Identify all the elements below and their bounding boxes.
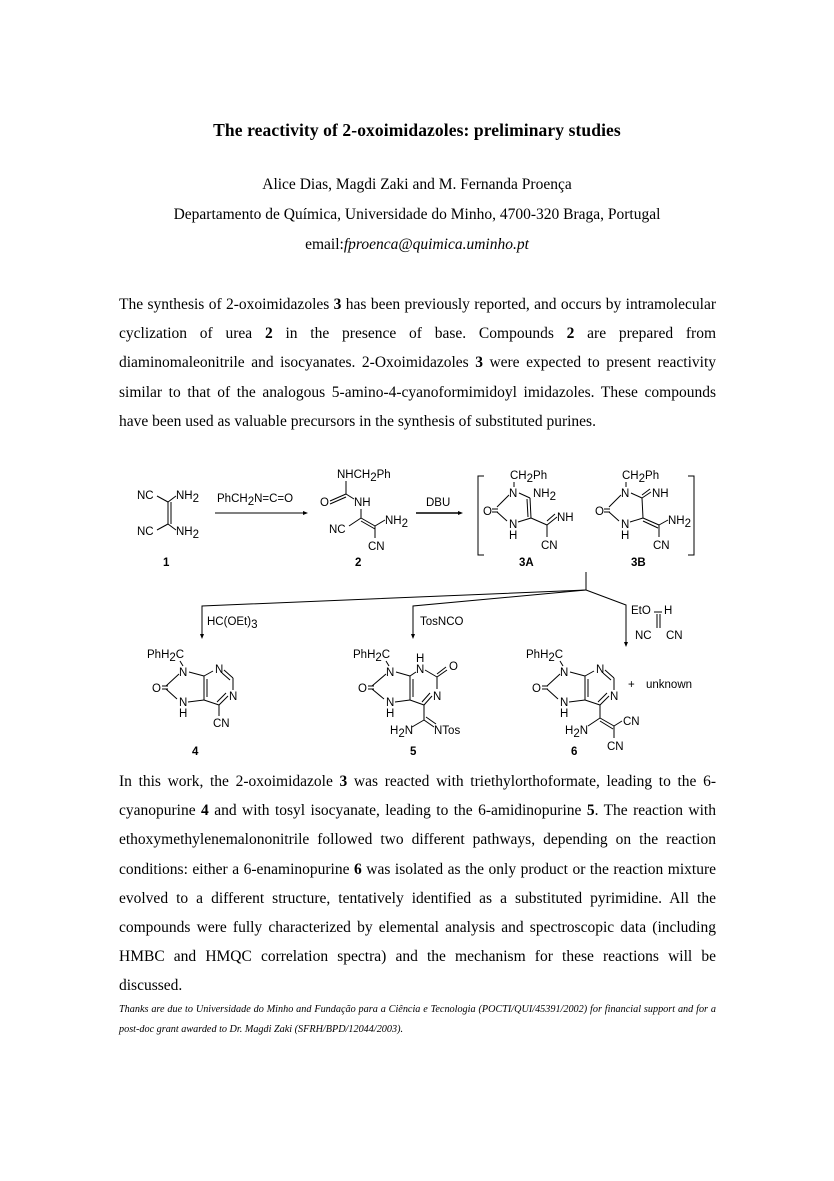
svg-text:CH2Ph: CH2Ph [510, 470, 548, 485]
acknowledgement: Thanks are due to Universidade do Minho and Fundação para a Ciência e Tecnologia (POCTI/QUI/45391/2002) for financial support and for a post-doc grant awarded to Dr. Magdi Zaki (SFRH/BPD/12044/2003). [119, 1004, 716, 1035]
svg-text:EtO: EtO [631, 605, 651, 617]
compound-label-5: 5 [410, 746, 417, 758]
svg-text:CN: CN [623, 716, 640, 728]
email-line [0, 236, 834, 254]
text-run: In this work, the 2-oxoimidazole [119, 773, 340, 790]
unknown-product: unknown [646, 679, 693, 691]
svg-text:NHCH2Ph: NHCH2Ph [337, 469, 391, 484]
compound-ref: 4 [201, 802, 209, 820]
svg-text:CN: CN [607, 741, 624, 753]
svg-text:O: O [595, 506, 604, 518]
authors: Alice Dias, Magdi Zaki and M. Fernanda Proença [262, 176, 572, 193]
svg-text:NH: NH [557, 512, 574, 524]
svg-text:NH2: NH2 [176, 490, 200, 505]
svg-text:H: H [560, 708, 569, 720]
svg-text:TosNCO: TosNCO [420, 616, 464, 628]
svg-text:N: N [621, 519, 630, 531]
reaction-scheme [0, 460, 834, 770]
compound-1-structure [137, 490, 199, 569]
plus-sign: + [628, 679, 635, 691]
svg-text:N: N [596, 664, 605, 676]
svg-text:NTos: NTos [434, 725, 461, 737]
svg-text:CN: CN [368, 541, 385, 553]
svg-text:O: O [152, 683, 161, 695]
svg-text:HC(OEt)3: HC(OEt)3 [207, 616, 258, 631]
svg-text:O: O [358, 683, 367, 695]
compound-3A-structure [483, 470, 574, 569]
email-address[interactable]: fproenca@quimica.uminho.pt [343, 236, 529, 253]
text-run: . The reaction with ethoxymethylenemalononitrile followed two different pathways, depending on the reaction conditions: either a 6-enaminopurine [119, 802, 716, 878]
compound-ref: 2 [566, 325, 575, 343]
svg-text:N: N [509, 519, 518, 531]
text-run: were expected to present reactivity similar to that of the analogous 5-amino-4-cyanoformimidoyl imidazoles. These compounds have been used as valuable precursors in the synthesis of substituted purines. [119, 354, 717, 430]
compound-3B-structure [595, 470, 691, 569]
svg-text:NH: NH [354, 497, 371, 509]
svg-text:NH2: NH2 [176, 526, 200, 541]
svg-text:NC: NC [329, 524, 346, 536]
compound-4-structure [147, 649, 237, 758]
text-run: was reacted with triethylorthoformate, leading to the 6-cyanopurine [119, 773, 717, 820]
svg-text:N: N [560, 697, 569, 709]
svg-text:CN: CN [653, 540, 670, 552]
svg-text:H: H [621, 530, 630, 542]
compound-label-2: 2 [355, 557, 362, 569]
compound-label-4: 4 [192, 746, 199, 758]
bracket-right [688, 476, 694, 555]
compound-ref: 3 [333, 296, 342, 313]
svg-text:O: O [449, 661, 458, 673]
compound-ref: 5 [586, 802, 595, 820]
svg-text:H: H [386, 708, 395, 720]
svg-text:O: O [483, 506, 492, 518]
compound-5-structure [353, 649, 460, 758]
text-run: in the presence of base. Compounds [272, 325, 567, 343]
svg-text:NC: NC [635, 630, 652, 642]
text-run: has been previously reported, and occurs by intramolecular cyclization of urea [119, 296, 717, 343]
compound-6-structure [526, 649, 692, 758]
svg-text:N: N [509, 488, 518, 500]
svg-text:PhCH2N=C=O: PhCH2N=C=O [217, 493, 294, 508]
reaction-arrow-1 [215, 493, 308, 515]
svg-text:CN: CN [541, 540, 558, 552]
svg-text:O: O [320, 497, 329, 509]
compound-label-6: 6 [571, 746, 578, 758]
svg-text:PhH2C: PhH2C [526, 649, 564, 664]
text-run: and with tosyl isocyanate, leading to the 6-amidinopurine [208, 802, 587, 820]
svg-text:DBU: DBU [426, 497, 451, 509]
intro-paragraph [119, 290, 716, 436]
compound-label-3B: 3B [631, 557, 646, 569]
compound-ref: 3 [475, 354, 483, 372]
compound-ref: 3 [339, 773, 348, 790]
svg-text:NH: NH [652, 488, 669, 500]
svg-text:H: H [179, 708, 188, 720]
text-run: The synthesis of 2-oxoimidazoles [119, 296, 334, 313]
text-run: was isolated as the only product or the reaction mixture evolved to a different structure, tentatively identified as a substituted pyrimidine. All the compounds were fully characterized by elemental analysis and spectroscopic data (including HMBC and HMQC correlation spectra) and the mechanism for these reactions will be discussed. [119, 860, 716, 995]
compound-label-1: 1 [163, 557, 170, 569]
svg-text:H: H [664, 605, 673, 617]
compound-ref: 6 [354, 860, 362, 878]
svg-text:N: N [610, 691, 619, 703]
svg-text:N: N [433, 691, 442, 703]
svg-text:CH2Ph: CH2Ph [622, 470, 660, 485]
svg-text:N: N [229, 691, 238, 703]
compound-label-3A: 3A [519, 557, 534, 569]
svg-text:N: N [215, 664, 224, 676]
svg-text:O: O [532, 683, 541, 695]
svg-text:N: N [386, 697, 395, 709]
svg-text:H: H [416, 653, 425, 665]
svg-text:N: N [560, 667, 569, 679]
svg-text:NH2: NH2 [385, 515, 409, 530]
svg-text:N: N [621, 488, 630, 500]
paper-title: The reactivity of 2-oxoimidazoles: preliminary studies [213, 120, 621, 140]
svg-text:H2N: H2N [390, 725, 414, 740]
compound-ref: 2 [264, 325, 273, 343]
svg-text:N: N [179, 667, 188, 679]
branching-arrows [200, 572, 683, 647]
svg-text:NC: NC [137, 526, 154, 538]
affiliation: Departamento de Química, Universidade do Minho, 4700-320 Braga, Portugal [173, 206, 661, 223]
svg-text:N: N [416, 664, 425, 676]
svg-text:H: H [509, 530, 518, 542]
svg-text:H2N: H2N [565, 725, 589, 740]
svg-text:CN: CN [666, 630, 683, 642]
svg-text:N: N [386, 667, 395, 679]
results-paragraph [119, 767, 716, 1001]
svg-text:PhH2C: PhH2C [353, 649, 391, 664]
svg-text:CN: CN [213, 718, 230, 730]
svg-text:NH2: NH2 [533, 488, 557, 503]
compound-2-structure [320, 469, 408, 569]
svg-text:NH2: NH2 [668, 515, 692, 530]
svg-text:N: N [179, 697, 188, 709]
reaction-arrow-2 [416, 497, 463, 515]
svg-text:PhH2C: PhH2C [147, 649, 185, 664]
email-label: email: [305, 236, 344, 253]
text-run: are prepared from diaminomaleonitrile and isocyanates. 2-Oxoimidazoles [119, 325, 717, 372]
svg-text:NC: NC [137, 490, 154, 502]
